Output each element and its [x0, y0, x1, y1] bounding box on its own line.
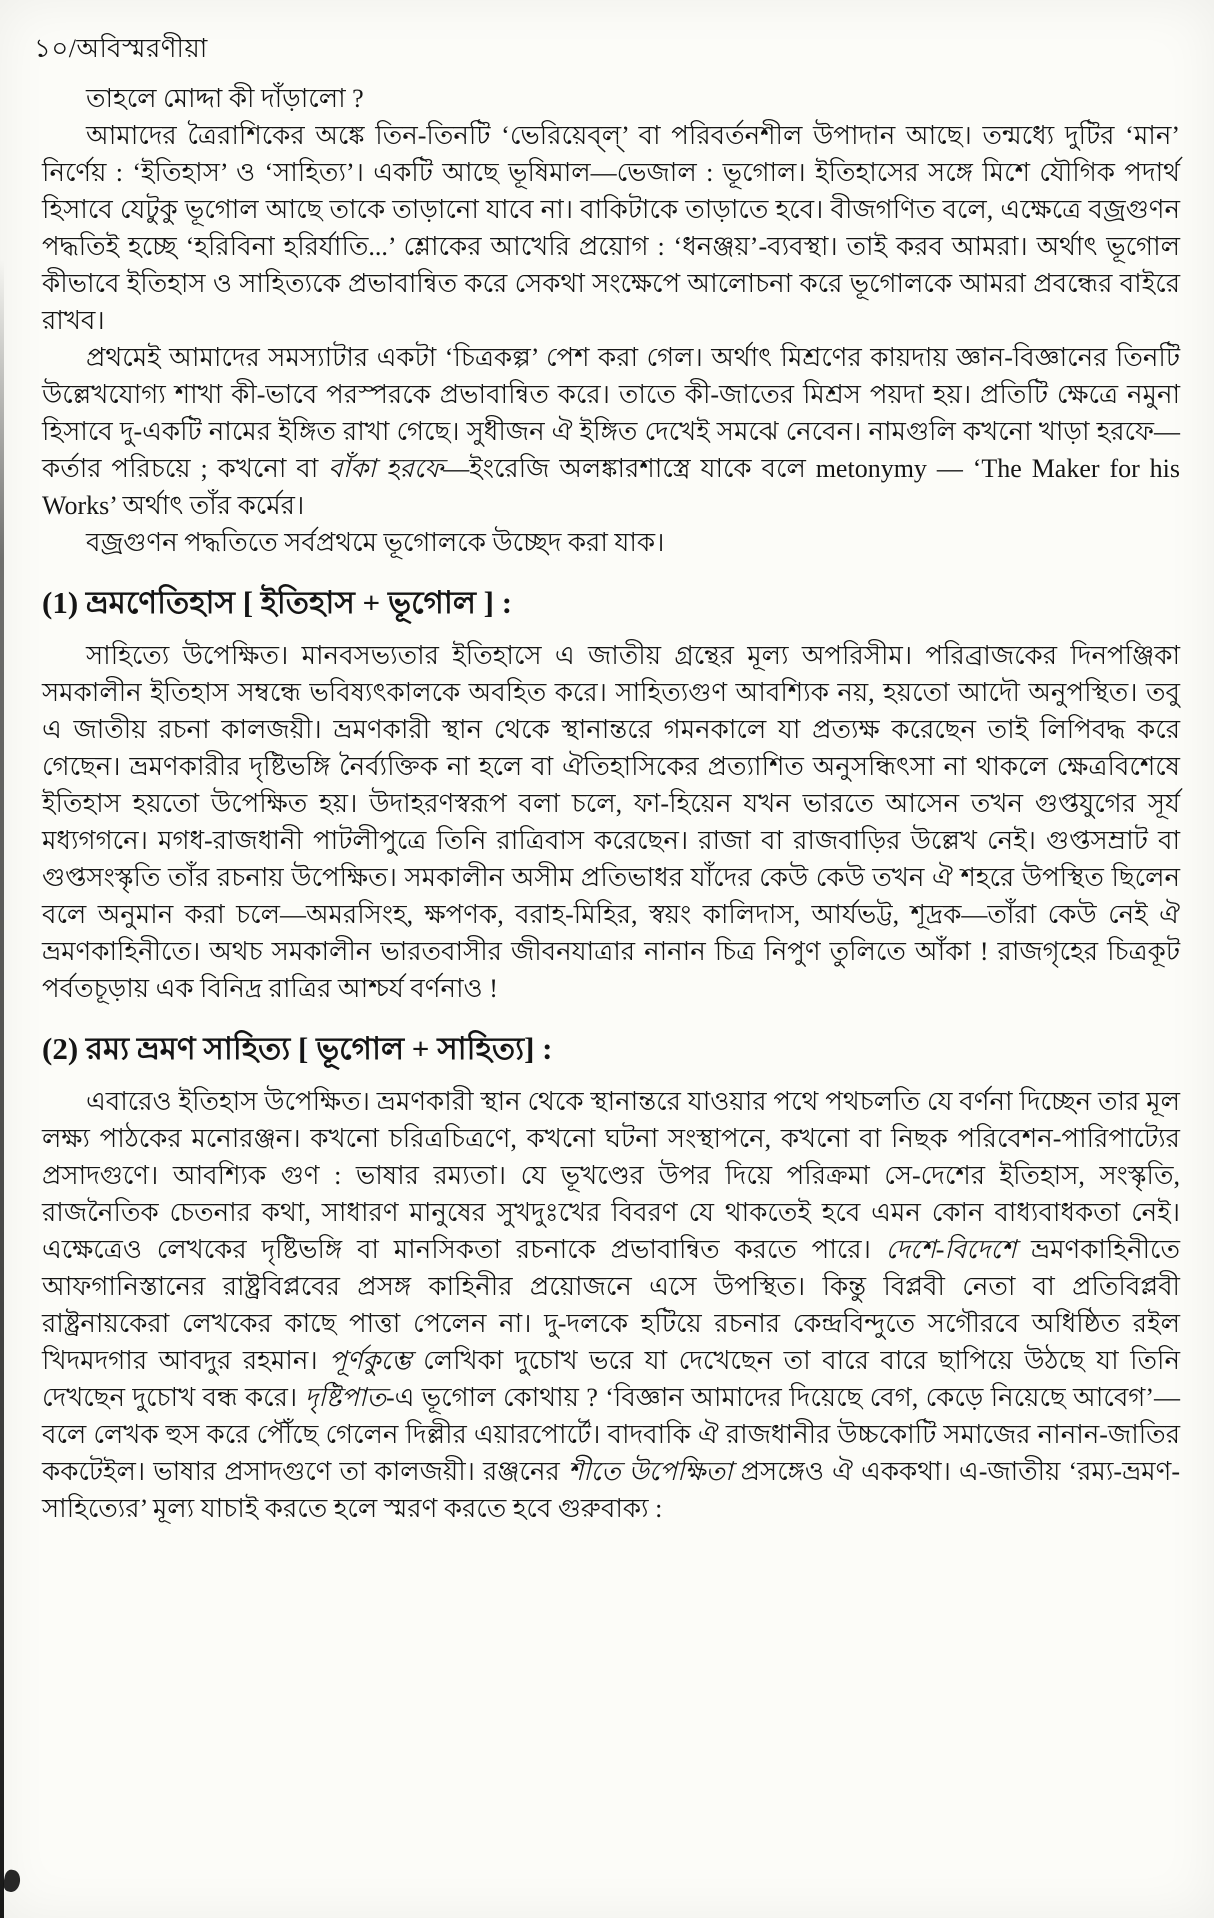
text-run: প্রথমেই আমাদের সমস্যাটার একটা ‘চিত্রকল্প’ পেশ করা গেল। অর্থাৎ মিশ্রণের কায়দায় জ্ঞান-বিজ্ঞানের তিনটি উল্লেখযোগ্য শাখা কী-ভাবে পরস্পরকে প্রভাবান্বিত করে। তাতে কী-জাতের মিশ্রস পয়দা হয়। প্রতিটি ক্ষেত্রে নমুনা হিসাবে দু-একটি নামের ইঙ্গিত রাখা গেছে। সুধীজন ঐ ইঙ্গিত দেখেই সমঝে নেবেন। নামগুলি কখনো খাড়া হরফে—কর্তার পরিচয়ে ; কখনো বা: [42, 343, 1187, 483]
italic-text-run: পূর্ণকুম্ভে: [329, 1346, 412, 1375]
text-block: [42, 80, 1187, 1527]
text-run: সাহিত্যে উপেক্ষিত। মানবসভ্যতার ইতিহাসে এ জাতীয় গ্রন্থের মূল্য অপরিসীম। পরিব্রাজকের দিনপঞ্জিকা সমকালীন ইতিহাস সম্বন্ধে ভবিষ্যৎকালকে অবহিত করে। সাহিত্যগুণ আবশ্যিক নয়, হয়তো আদৌ অনুপস্থিত। তবু এ জাতীয় রচনা কালজয়ী। ভ্রমণকারী স্থান থেকে স্থানান্তরে গমনকালে যা প্রত্যক্ষ করেছেন তাই লিপিবদ্ধ করে গেছেন। ভ্রমণকারীর দৃষ্টিভঙ্গি নৈর্ব্যক্তিক না হলে বা ঐতিহাসিকের প্রত্যাশিত অনুসন্ধিৎসা না থাকলে ক্ষেত্রবিশেষে ইতিহাস হয়তো উপেক্ষিত হয়। উদাহরণস্বরূপ বলা চলে, ফা-হিয়েন যখন ভারতে আসেন তখন গুপ্তযুগের সূর্য মধ্যগগনে। মগধ-রাজধানী পাটলীপুত্রে তিনি রাত্রিবাস করেছেন। রাজা বা রাজবাড়ির উল্লেখ নেই। গুপ্তসম্রাট বা গুপ্তসংস্কৃতি তাঁর রচনায় উপেক্ষিত। সমকালীন অসীম প্রতিভাধর যাঁদের কেউ কেউ তখন ঐ শহরে উপস্থিত ছিলেন বলে অনুমান করা চলে—অমরসিংহ, ক্ষপণক, বরাহ-মিহির, স্বয়ং কালিদাস, আর্যভট্ট, শূদ্রক—তাঁরা কেউ নেই ঐ ভ্রমণকাহিনীতে। অথচ সমকালীন ভারতবাসীর জীবনযাত্রার নানান চিত্র নিপুণ তুলিতে আঁকা ! রাজগৃহের চিত্রকূট পর্বতচূড়ায় এক বিনিদ্র রাত্রির আশ্চর্য বর্ণনাও !: [42, 641, 1187, 1003]
text-run: তাহলে মোদ্দা কী দাঁড়ালো ?: [86, 84, 364, 113]
paragraph-variables: [42, 117, 1187, 339]
ink-smudge-artifact: [2, 1869, 22, 1894]
italic-text-run: দেশে-বিদেশে: [885, 1235, 1017, 1264]
text-run: এবারেও ইতিহাস উপেক্ষিত। ভ্রমণকারী স্থান থেকে স্থানান্তরে যাওয়ার পথে পথচলতি যে বর্ণনা দিচ্ছেন তার মূল লক্ষ্য পাঠকের মনোরঞ্জন। কখনো চরিত্রচিত্রণে, কখনো ঘটনা সংস্থাপনে, কখনো বা নিছক পরিবেশন-পারিপাট্যের প্রসাদগুণে। আবশ্যিক গুণ : ভাষার রম্যতা। যে ভূখণ্ডের উপর দিয়ে পরিক্রমা সে-দেশের ইতিহাস, সংস্কৃতি, রাজনৈতিক চেতনার কথা, সাধারণ মানুষের সুখদুঃখের বিবরণ যে থাকতেই হবে এমন কোন বাধ্যবাধকতা নেই। এক্ষেত্রেও লেখকের দৃষ্টিভঙ্গি বা মানসিকতা রচনাকে প্রভাবান্বিত করতে পারে।: [42, 1087, 1187, 1264]
paragraph-chitrakalpa: [42, 339, 1187, 524]
text-run: লেখিকা দুচোখ ভরে যা দেখেছেন তা বারে বারে ছাপিয়ে উঠছে যা তিনি দেখছেন দুচোখ বন্ধ করে।: [42, 1346, 1187, 1412]
section-heading-1: (1) ভ্রমণেতিহাস [ ইতিহাস + ভূগোল ] :: [42, 585, 513, 620]
italic-text-run: শীতে উপেক্ষিতা: [567, 1457, 733, 1486]
italic-text-run: দৃষ্টিপাত: [304, 1383, 386, 1412]
paragraph-romyo-bhromon: [42, 1083, 1187, 1527]
text-run: আমাদের ত্রৈরাশিকের অঙ্কে তিন-তিনটি ‘ভেরিয়েব্ল্’ বা পরিবর্তনশীল উপাদান আছে। তন্মধ্যে দুটির ‘মান’ নির্ণেয় : ‘ইতিহাস’ ও ‘সাহিত্য’। একটি আছে ভূষিমাল—ভেজাল : ভূগোল। ইতিহাসের সঙ্গে মিশে যৌগিক পদার্থ হিসাবে যেটুকু ভূগোল আছে তাকে তাড়ানো যাবে না। বাকিটাকে তাড়াতে হবে। বীজগণিত বলে, এক্ষেত্রে বজ্রগুণন পদ্ধতিই হচ্ছে ‘হরিবিনা হরির্যাতি...’ শ্লোকের আখেরি প্রয়োগ : ‘ধনঞ্জয়’-ব্যবস্থা। তাই করব আমরা। অর্থাৎ ভূগোল কীভাবে ইতিহাস ও সাহিত্যকে প্রভাবান্বিত করে সেকথা সংক্ষেপে আলোচনা করে ভূগোলকে আমরা প্রবন্ধের বাইরে রাখব।: [42, 121, 1187, 335]
running-header: ১০/অবিস্মরণীয়া: [34, 34, 208, 63]
text-run: —ইংরেজি অলঙ্কারশাস্ত্রে যাকে বলে metonymy — ‘The Maker for his Works’ অর্থাৎ তাঁর কর্মের।: [42, 454, 1187, 520]
paragraph-bhromonetihash: [42, 637, 1187, 1007]
text-run: -এ ভূগোল কোথায় ? ‘বিজ্ঞান আমাদের দিয়েছে বেগ, কেড়ে নিয়েছে আবেগ’—বলে লেখক হুস করে পৌঁছে গেলেন দিল্লীর এয়ারপোর্টে। বাদবাকি ঐ রাজধানীর উচ্চকোটি সমাজের নানান-জাতির ককটেইল। ভাষার প্রসাদগুণে তা কালজয়ী। রঞ্জনের: [42, 1383, 1187, 1486]
text-run: বজ্রগুণন পদ্ধতিতে সর্বপ্রথমে ভূগোলকে উচ্ছেদ করা যাক।: [86, 528, 665, 557]
text-run: ভ্রমণকাহিনীতে আফগানিস্তানের রাষ্ট্রবিপ্লবের প্রসঙ্গ কাহিনীর প্রয়োজনে এসে উপস্থিত। কিন্তু বিপ্লবী নেতা বা প্রতিবিপ্লবী রাষ্ট্রনায়কেরা লেখকের কাছে পাত্তা পেলেন না। দু-দলকে হটিয়ে রচনার কেন্দ্রবিন্দুতে সগৌরবে অধিষ্ঠিত রইল খিদমদগার আবদুর রহমান।: [42, 1235, 1187, 1375]
text-run: প্রসঙ্গেও ঐ এককথা। এ-জাতীয় ‘রম্য-ভ্রমণ-সাহিত্যের’ মূল্য যাচাই করতে হলে স্মরণ করতে হবে গুরুবাক্য :: [42, 1457, 1180, 1523]
italic-text-run: বাঁকা হরফে: [328, 454, 444, 483]
paragraph-intro-question: [42, 80, 1180, 117]
paragraph-transition: [42, 524, 1180, 561]
scan-edge-artifact: [0, 260, 4, 1918]
section-heading-2: (2) রম্য ভ্রমণ সাহিত্য [ ভূগোল + সাহিত্য] :: [42, 1031, 553, 1066]
